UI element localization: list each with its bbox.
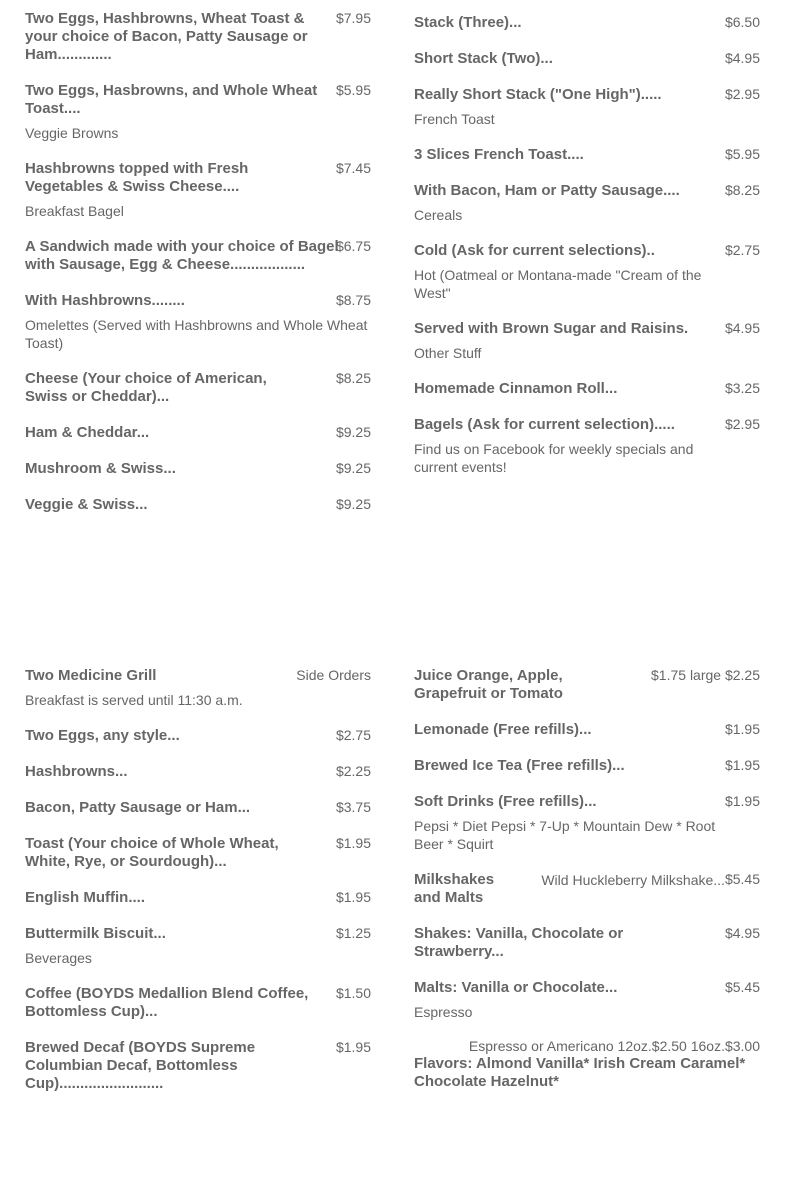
menu-item [414,1037,760,1091]
menu-item [25,496,371,514]
item-price: $9.25 [335,460,371,476]
item-price: $8.75 [335,292,371,308]
section-heading: Veggie Browns [25,125,119,141]
menu-item [414,50,760,68]
breakfast-column-left [25,10,371,532]
restaurant-name: Two Medicine Grill [25,667,157,684]
item-name: Short Stack (Two)... [414,50,553,67]
item-price: $1.95 [724,793,760,809]
item-name: Two Eggs, any style... [25,727,180,744]
item-price: $2.95 [724,86,760,102]
menu-item [414,320,760,362]
menu-item [414,793,760,853]
item-name: Wild Huckleberry Milkshake... [541,872,725,888]
menu-item [25,370,371,406]
item-price: $4.95 [724,320,760,336]
item-name: Lemonade (Free refills)... [414,721,592,738]
menu-item [414,757,760,775]
item-price: $1.95 [724,721,760,737]
section-label: Side Orders [296,667,371,683]
section-heading: Beverages [25,950,92,966]
item-price: $5.45 [724,979,760,995]
item-name: Really Short Stack ("One High")..... [414,86,662,103]
item-price: $1.95 [335,835,371,851]
menu-item [414,242,760,302]
item-price: $4.95 [724,50,760,66]
item-price: $1.95 [724,757,760,773]
item-name: Hashbrowns topped with Fresh Vegetables & Swiss Cheese.... [25,160,249,195]
item-price: $6.75 [335,238,371,254]
item-price: $1.95 [335,1039,371,1055]
item-price: $7.45 [335,160,371,176]
item-name: Stack (Three)... [414,14,522,31]
item-price: $1.25 [335,925,371,941]
breakfast-hours-note: Breakfast is served until 11:30 a.m. [25,692,243,708]
item-price: $2.75 [724,242,760,258]
section-heading: Espresso [414,1004,473,1020]
menu-item [414,182,760,224]
section-heading: Cereals [414,207,463,223]
item-name: Soft Drinks (Free refills)... [414,793,597,810]
item-name: Two Eggs, Hasbrowns, and Whole Wheat Toast.... [25,82,318,117]
item-price: $9.25 [335,496,371,512]
item-name: Mushroom & Swiss... [25,460,176,477]
menu-item [25,10,371,64]
item-price: $2.95 [724,416,760,432]
item-name: Two Eggs, Hashbrowns, Wheat Toast & your choice of Bacon, Patty Sausage or Ham............. [25,10,308,63]
item-name: Buttermilk Biscuit... [25,925,166,942]
menu-item [414,86,760,128]
menu-item [414,380,760,398]
menu-item [414,979,760,1021]
menu-item [25,82,371,142]
menu-item [414,925,760,961]
item-name: With Bacon, Ham or Patty Sausage.... [414,182,680,199]
item-price: $1.95 [335,889,371,905]
item-name: A Sandwich made with your choice of Bagel with Sausage, Egg & Cheese.................. [25,238,339,273]
section-heading: French Toast [414,111,495,127]
item-price: $3.75 [335,799,371,815]
menu-item [414,871,760,907]
soft-drink-list: Pepsi * Diet Pepsi * 7-Up * Mountain Dew * Root Beer * Squirt [414,818,716,852]
menu-item [25,835,371,871]
item-name: Juice Orange, Apple, Grapefruit or Tomato [414,667,563,702]
menu-item [25,460,371,478]
beverages-column-right [414,667,760,1109]
section-heading: Milkshakes and Malts [414,871,495,906]
item-name: Brewed Decaf (BOYDS Supreme Columbian Decaf, Bottomless Cup)......................... [25,1039,256,1092]
item-name: Hashbrowns... [25,763,128,780]
menu-item [414,416,760,476]
item-name: With Hashbrowns........ [25,292,185,309]
section-heading: Omelettes (Served with Hashbrowns and Whole Wheat Toast) [25,317,368,351]
menu-item [25,727,371,745]
item-name: Malts: Vanilla or Chocolate... [414,979,618,996]
item-price: $1.50 [335,985,371,1001]
item-name: Served with Brown Sugar and Raisins. [414,320,689,337]
sides-column-left [25,667,371,1111]
espresso-prices: Espresso or Americano 12oz.$2.50 16oz.$3.00 [468,1038,760,1054]
item-price: $2.75 [335,727,371,743]
item-price: $5.95 [724,146,760,162]
section-heading: Breakfast Bagel [25,203,124,219]
menu-item [25,424,371,442]
item-price: $1.75 large $2.25 [651,667,760,683]
item-price: $5.95 [335,82,371,98]
item-name: Shakes: Vanilla, Chocolate or Strawberry... [414,925,624,960]
item-price: $8.25 [724,182,760,198]
item-price: $2.25 [335,763,371,779]
item-price: $5.45 [724,871,760,887]
item-price: $3.25 [724,380,760,396]
item-name: Bagels (Ask for current selection)..... [414,416,675,433]
item-name: 3 Slices French Toast.... [414,146,584,163]
item-name: Bacon, Patty Sausage or Ham... [25,799,251,816]
item-price: $8.25 [335,370,371,386]
breakfast-column-right [414,14,760,494]
menu-item [414,667,760,703]
flavors-list: Flavors: Almond Vanilla* Irish Cream Caramel* Chocolate Hazelnut* [414,1055,746,1090]
menu-item [25,238,371,274]
item-name: Cheese (Your choice of American, Swiss or Cheddar)... [25,370,267,405]
menu-item [414,14,760,32]
item-name: English Muffin.... [25,889,145,906]
item-price: $6.50 [724,14,760,30]
menu-item [25,160,371,220]
menu-item [414,146,760,164]
menu-item [414,721,760,739]
item-name: Brewed Ice Tea (Free refills)... [414,757,625,774]
menu-item [25,985,371,1021]
item-name: Veggie & Swiss... [25,496,148,513]
menu-item [25,799,371,817]
section-heading: Hot (Oatmeal or Montana-made "Cream of the West" [414,267,702,301]
item-name: Cold (Ask for current selections).. [414,242,655,259]
menu-item [25,667,371,709]
facebook-note: Find us on Facebook for weekly specials and current events! [414,441,694,475]
menu-item [25,925,371,967]
section-heading: Other Stuff [414,345,482,361]
item-name: Homemade Cinnamon Roll... [414,380,618,397]
item-price: $4.95 [724,925,760,941]
item-name: Toast (Your choice of Whole Wheat, White, Rye, or Sourdough)... [25,835,279,870]
item-name: Coffee (BOYDS Medallion Blend Coffee, Bottomless Cup)... [25,985,309,1020]
menu-item [25,763,371,781]
item-name: Ham & Cheddar... [25,424,150,441]
item-price: $7.95 [335,10,371,26]
menu-item [25,292,371,352]
menu-item [25,1039,371,1093]
item-price: $9.25 [335,424,371,440]
menu-item [25,889,371,907]
